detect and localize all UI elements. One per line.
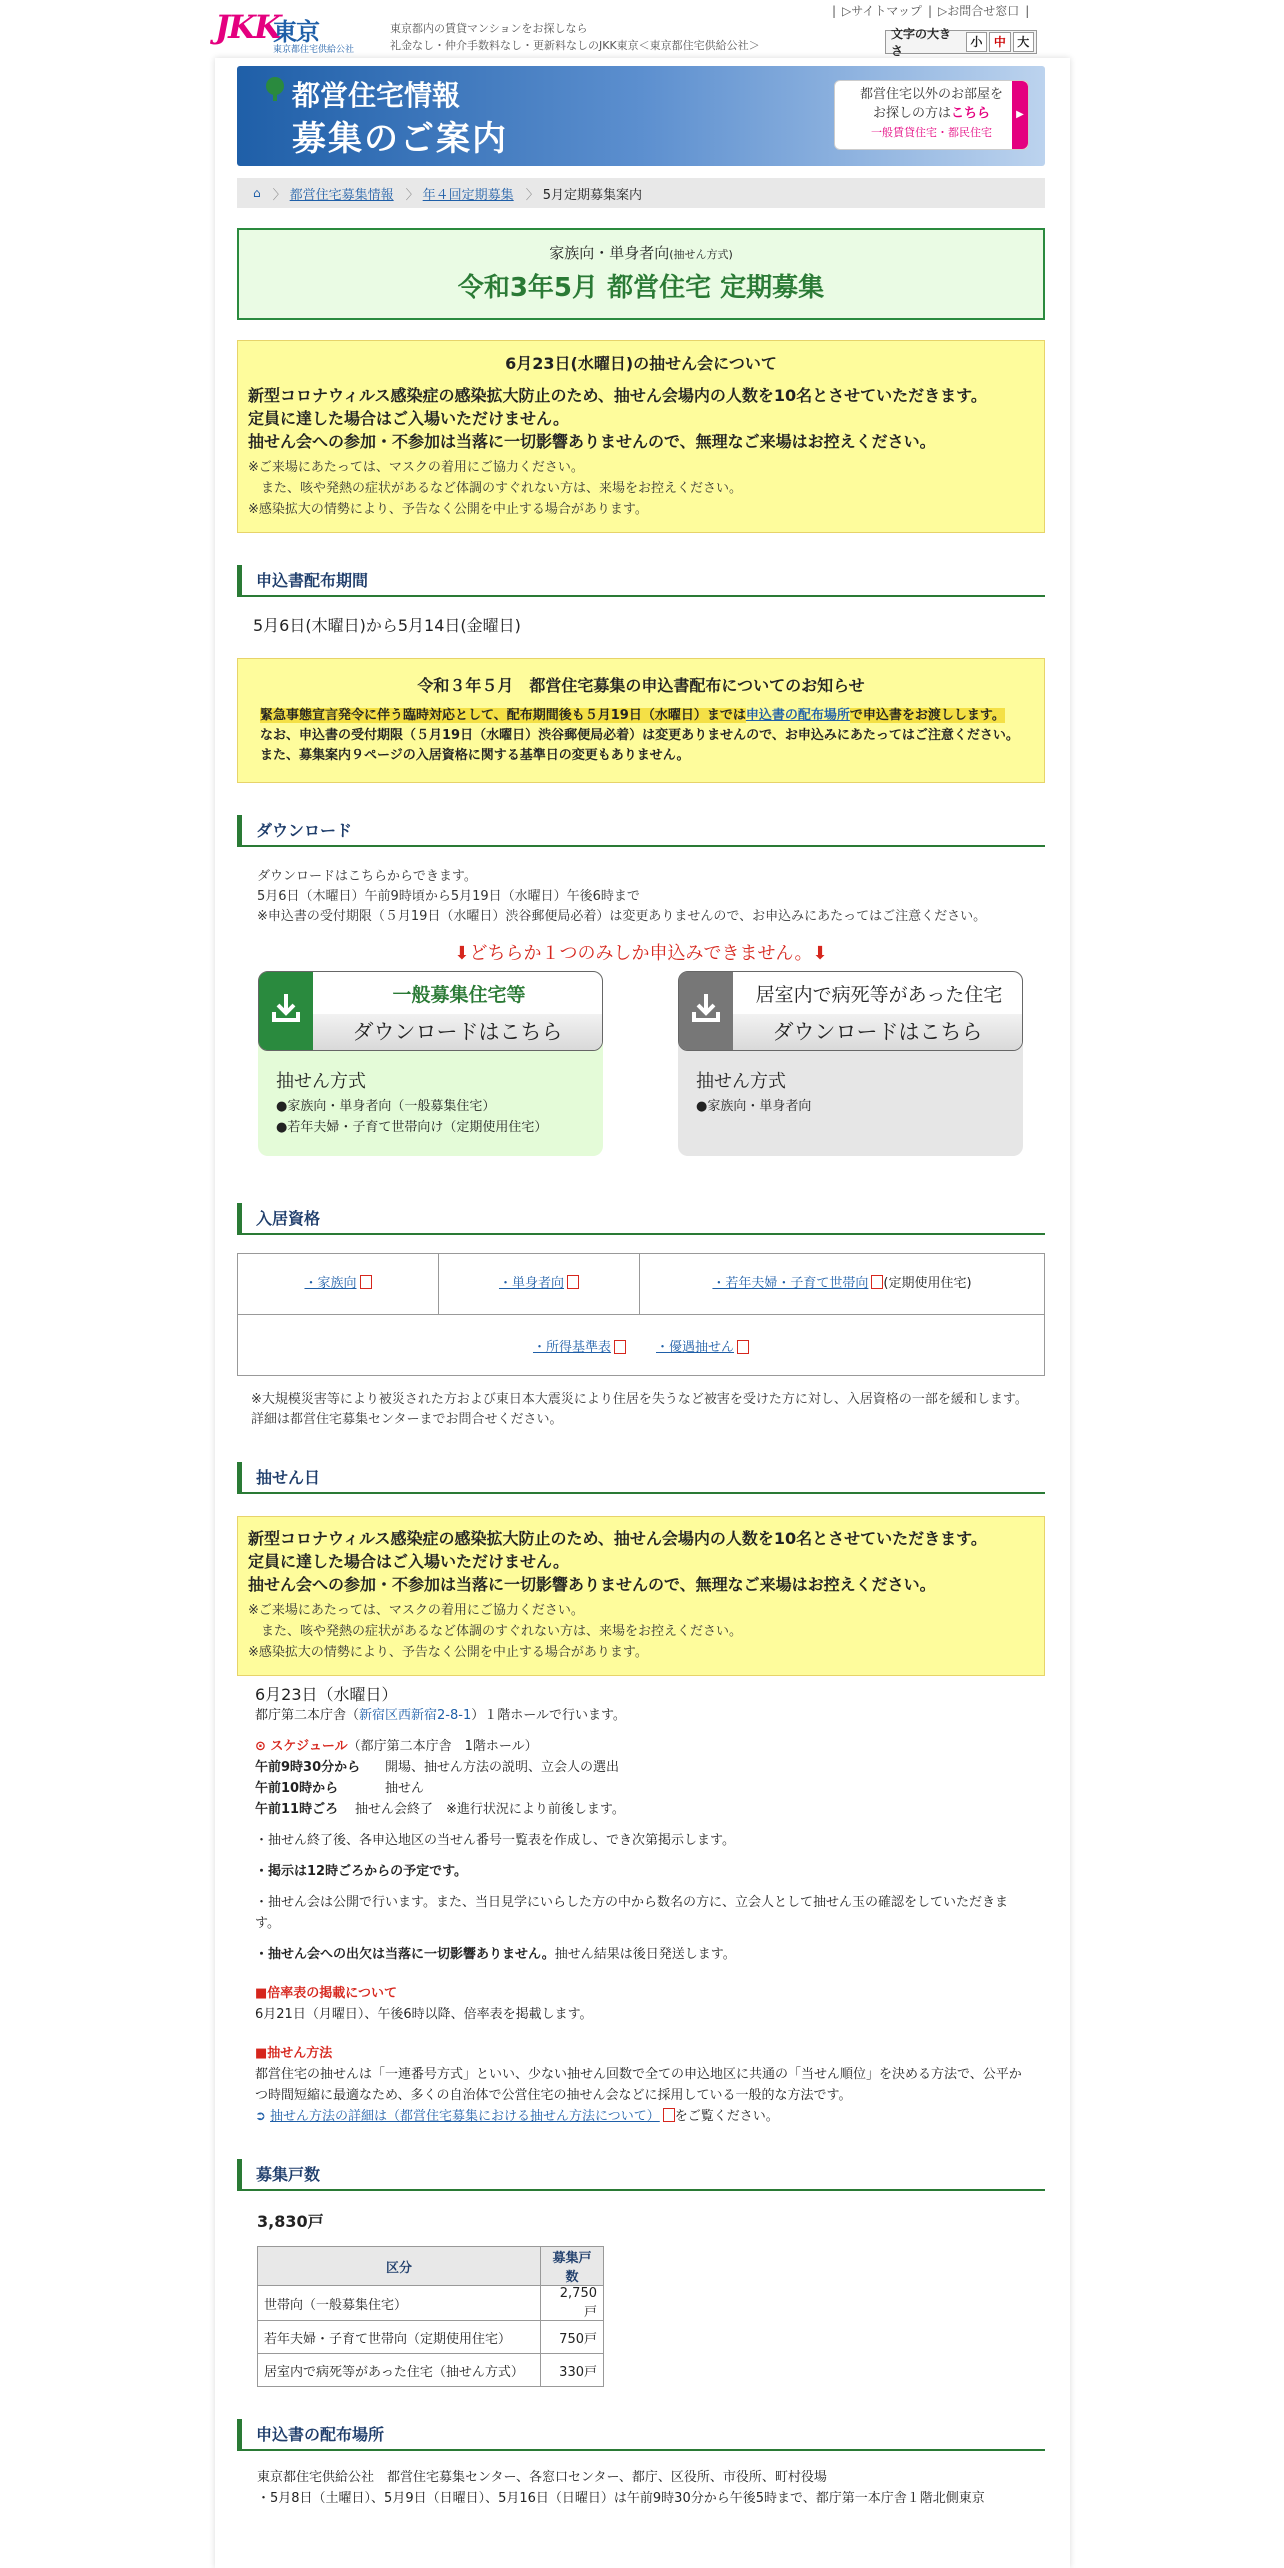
lottery-notice-bold: 新型コロナウィルス感染症の感染拡大防止のため、抽せん会場内の人数を10名とさせていただきます。 定員に達した場合はご入場いただけません。 抽せん会への参加・不参加は当落に一切影響ありませんので、無理なご来場はお控えください。 [248, 386, 987, 451]
eligibility-young-link[interactable]: ・若年夫婦・子育て世帯向 [712, 1276, 869, 1291]
schedule-heading: ⊙ スケジュール（都庁第二本庁舎 1階ホール） [255, 1739, 538, 1754]
eligibility-young-cell: ・若年夫婦・子育て世帯向 (定期使用住宅) [712, 1276, 972, 1291]
other-rooms-line-1: 都営住宅以外のお部屋を [859, 87, 1003, 102]
download-card-special [678, 971, 1023, 1156]
lottery-notice-heading: 6月23日(水曜日)の抽せん会について [505, 354, 777, 373]
download-special-method: 抽せん方式 [696, 1071, 786, 1092]
other-rooms-line-3: 一般賃貸住宅・都民住宅 [871, 126, 992, 139]
distribution-text: 東京都住宅供給公社 都営住宅募集センター、各窓口センター、都庁、区役所、市役所、町村役場 ・5月8日（土曜日）、5月9日（日曜日）、5月16日（日曜日）は午前9時30分から午後5時まで、都庁第一本庁舎１階北側東京 [257, 2470, 985, 2506]
schedule-item: 午前9時30分から 開場、抽せん方法の説明、立会人の選出 [255, 1760, 620, 1775]
pdf-icon [567, 1275, 579, 1289]
eligibility-single-link[interactable]: ・単身者向 [498, 1276, 564, 1291]
download-special-title: 居室内で病死等があった住宅 [755, 984, 1003, 1006]
lottery-paragraph: ・抽せん会への出欠は当落に一切影響ありません。抽せん結果は後日発送します。 [255, 1947, 736, 1962]
table-cell: 750戸 [541, 2321, 604, 2354]
table-row [258, 2321, 604, 2354]
tagline [390, 20, 760, 54]
method-heading: ■抽せん方法 [255, 2046, 333, 2061]
lottery-notice [237, 340, 1045, 533]
site-header [0, 0, 1284, 58]
other-rooms-here: こちら [951, 106, 991, 121]
download-cards [237, 971, 1045, 1171]
tagline-line-1: 東京都内の賃貸マンションをお探しなら [390, 22, 588, 35]
eligibility-table [237, 1253, 1045, 1376]
pdf-icon [871, 1275, 883, 1289]
eligibility-family-cell [238, 1254, 439, 1314]
rate-heading: ■倍率表の掲載について [255, 1986, 398, 2001]
download-button-general[interactable] [258, 971, 603, 1051]
table-cell: 世帯向（一般募集住宅） [258, 2286, 541, 2321]
lottery-details [237, 1676, 1045, 2127]
font-size-medium[interactable]: 中 [989, 32, 1010, 52]
table-cell: 居室内で病死等があった住宅（抽せん方式） [258, 2354, 541, 2387]
method-detail-link[interactable]: 抽せん方法の詳細は（都営住宅募集における抽せん方法について） [270, 2109, 660, 2124]
download-general-item: ●家族向・単身者向（一般募集住宅） [276, 1099, 496, 1114]
section-heading-lottery: 抽せん日 [237, 1462, 1045, 1494]
table-header: 募集戸数 [541, 2247, 604, 2286]
count-table [257, 2246, 604, 2387]
preferential-lottery-link[interactable]: ・優遇抽せん [656, 1339, 735, 1355]
arrow-down-icon: ⬇ [812, 943, 828, 964]
font-size-large[interactable]: 大 [1013, 32, 1034, 52]
pdf-icon [614, 1340, 626, 1354]
lottery-notice-notes: ※ご来場にあたっては、マスクの着用にご協力ください。 また、咳や発熱の症状があるなど体調のすぐれない方は、来場をお控えください。 ※感染拡大の情勢により、予告なく公開を中止する場合があります。 [248, 1603, 743, 1660]
page-banner [237, 66, 1045, 166]
breadcrumb-separator: 〉 [525, 187, 539, 203]
sitemap-link[interactable]: ▷サイトマップ [842, 4, 922, 18]
download-general-item: ●若年夫婦・子育て世帯向け（定期使用住宅） [276, 1120, 548, 1135]
download-text: ダウンロードはこちらからできます。 5月6日（木曜日）午前9時頃から5月19日（水曜日）午後6時まで ※申込書の受付期限（５月19日（水曜日）渋谷郵便局必着）は変更ありませんので、お申込みにあたってはご注意ください。 [257, 869, 987, 924]
breadcrumb [237, 178, 1045, 208]
font-size-small[interactable]: 小 [966, 32, 987, 52]
arrow-down-icon: ⬇ [454, 943, 470, 964]
breadcrumb-separator: 〉 [405, 187, 419, 203]
logo-name: 東京 [273, 18, 319, 46]
banner-title-1: 都営住宅情報 [292, 79, 461, 112]
jkk-logo[interactable] [215, 8, 373, 54]
lottery-paragraph: ・抽せん終了後、各申込地区の当せん番号一覧表を作成し、でき次第掲示します。 [255, 1833, 735, 1848]
download-icon [679, 972, 733, 1050]
schedule-item: 午前11時ごろ 抽せん会終了 ※進行状況により前後します。 [255, 1802, 625, 1817]
tree-icon [262, 76, 288, 102]
method-text: 都営住宅の抽せんは「一連番号方式」といい、少ない抽せん回数で全ての申込地区に共通の「当せん順位」を決める方法で、公平かつ時間短縮に最適なため、多くの自治体で公営住宅の抽せん会などに採用している一般的な方法です。 [255, 2067, 1022, 2103]
lottery-paragraph: ・抽せん会は公開で行います。また、当日見学にいらした方の中から数名の方に、立会人として抽せん玉の確認をしていただきます。 [255, 1895, 1008, 1931]
lottery-paragraph: ・掲示は12時ごろからの予定です。 [255, 1864, 468, 1879]
eligibility-note: ※大規模災害等により被災された方および東日本大震災により住居を失うなど被害を受けた方に対し、入居資格の一部を緩和します。詳細は都営住宅募集センターまでお問合せください。 [251, 1392, 1028, 1427]
section-heading-count: 募集戸数 [237, 2159, 1045, 2191]
arrow-right-icon: ▶ [1012, 81, 1028, 149]
font-size-switcher [885, 27, 1037, 58]
home-icon[interactable]: ⌂ [253, 186, 261, 200]
circle-arrow-icon: ➲ [255, 2109, 266, 2124]
apply-one-warning: ⬇どちらか１つのみしか申込みできません。⬇ [454, 943, 828, 964]
distribution-notice-heading: 令和３年５月 都営住宅募集の申込書配布についてのお知らせ [417, 676, 865, 695]
page-title: 令和3年5月 都営住宅 定期募集 [457, 273, 825, 303]
table-cell: 若年夫婦・子育て世帯向（定期使用住宅） [258, 2321, 541, 2354]
distribution-notice [237, 658, 1045, 783]
download-icon [259, 972, 313, 1050]
other-rooms-button[interactable] [834, 80, 1029, 150]
pdf-icon [737, 1340, 749, 1354]
table-cell: 330戸 [541, 2354, 604, 2387]
eligibility-row [238, 1254, 1044, 1315]
eligibility-family-link[interactable]: ・家族向 [304, 1276, 357, 1291]
top-links: | ▷サイトマップ | ▷お問合せ窓口 | [832, 4, 1030, 18]
breadcrumb-item-2[interactable]: 年４回定期募集 [422, 187, 514, 203]
table-header-row [258, 2247, 604, 2286]
section-heading-distribution: 申込書の配布場所 [237, 2419, 1045, 2451]
eligibility-single-cell [439, 1254, 640, 1314]
lottery-notice-notes: ※ご来場にあたっては、マスクの着用にご協力ください。 また、咳や発熱の症状があるなど体調のすぐれない方は、来場をお控えください。 ※感染拡大の情勢により、予告なく公開を中止する場合があります。 [248, 460, 743, 517]
schedule-item: 午前10時から 抽せん [255, 1781, 425, 1796]
banner-title-2: 募集のご案内 [292, 119, 508, 159]
section-heading-download: ダウンロード [237, 815, 1045, 847]
download-general-title: 一般募集住宅等 [392, 984, 526, 1006]
main-container [215, 58, 1070, 2568]
lottery-notice-repeat [237, 1516, 1045, 1676]
table-cell: 2,750戸 [541, 2286, 604, 2321]
breadcrumb-current: 5月定期募集案内 [542, 187, 642, 203]
download-general-method: 抽せん方式 [276, 1071, 366, 1092]
breadcrumb-separator: 〉 [272, 187, 286, 203]
section-heading-period: 申込書配布期間 [237, 565, 1045, 597]
distribution-place-link[interactable]: 申込書の配布場所 [745, 708, 850, 723]
eligibility-row [238, 1315, 1044, 1375]
tagline-line-2: 礼金なし・仲介手数料なし・更新料なしのJKK東京＜東京都住宅供給公社＞ [390, 39, 760, 52]
pdf-icon [360, 1275, 372, 1289]
rate-text: 6月21日（月曜日）、午後6時以降、倍率表を掲載します。 [255, 2007, 593, 2022]
page-subtitle: 家族向・単身者向(抽せん方式) [549, 244, 733, 262]
count-total: 3,830戸 [257, 2212, 324, 2231]
pdf-icon [663, 2108, 675, 2122]
lottery-address-link[interactable]: 新宿区西新宿2-8-1 [359, 1708, 472, 1723]
logo-mark: JKK [215, 8, 280, 46]
table-row [258, 2354, 604, 2387]
logo-sub: 東京都住宅供給公社 [273, 45, 355, 55]
download-button-special[interactable] [678, 971, 1023, 1051]
content-area [237, 58, 1045, 2509]
download-special-label: ダウンロードはこちら [733, 1014, 1022, 1050]
lottery-place: 都庁第二本庁舎（新宿区西新宿2-8-1）１階ホールで行います。 [255, 1708, 626, 1723]
page-title-box [237, 228, 1045, 320]
method-link-line: ➲ 抽せん方法の詳細は（都営住宅募集における抽せん方法について） をご覧ください。 [255, 2109, 779, 2124]
table-row [258, 2286, 604, 2321]
font-size-label: 文字の大きさ [891, 27, 952, 58]
other-rooms-line-2: お探しの方は [872, 106, 951, 121]
table-header: 区分 [258, 2247, 541, 2286]
period-text: 5月6日(木曜日)から5月14日(金曜日) [253, 616, 521, 635]
contact-link[interactable]: ▷お問合せ窓口 [938, 4, 1020, 18]
download-general-label: ダウンロードはこちら [313, 1014, 602, 1050]
income-standard-link[interactable]: ・所得基準表 [532, 1339, 611, 1355]
lottery-date: 6月23日（水曜日） [255, 1685, 398, 1704]
lottery-notice-bold: 新型コロナウィルス感染症の感染拡大防止のため、抽せん会場内の人数を10名とさせていただきます。 定員に達した場合はご入場いただけません。 抽せん会への参加・不参加は当落に一切影響ありませんので、無理なご来場はお控えください。 [248, 1529, 987, 1594]
distribution-notice-body: 緊急事態宣言発令に伴う臨時対応として、配布期間後も５月19日（水曜日）までは申込書の配布場所で申込書をお渡しします。 なお、申込書の受付期限（５月19日（水曜日）渋谷郵便局必着）は変更ありませんので、お申込みにあたってはご注意ください。 また、募集案内９ページの入居資格に関する基準日の変更もありません。 [260, 708, 1019, 763]
section-heading-eligibility: 入居資格 [237, 1203, 1045, 1235]
download-special-item: ●家族向・単身者向 [696, 1099, 812, 1114]
download-card-general [258, 971, 603, 1156]
breadcrumb-item-1[interactable]: 都営住宅募集情報 [289, 187, 394, 203]
